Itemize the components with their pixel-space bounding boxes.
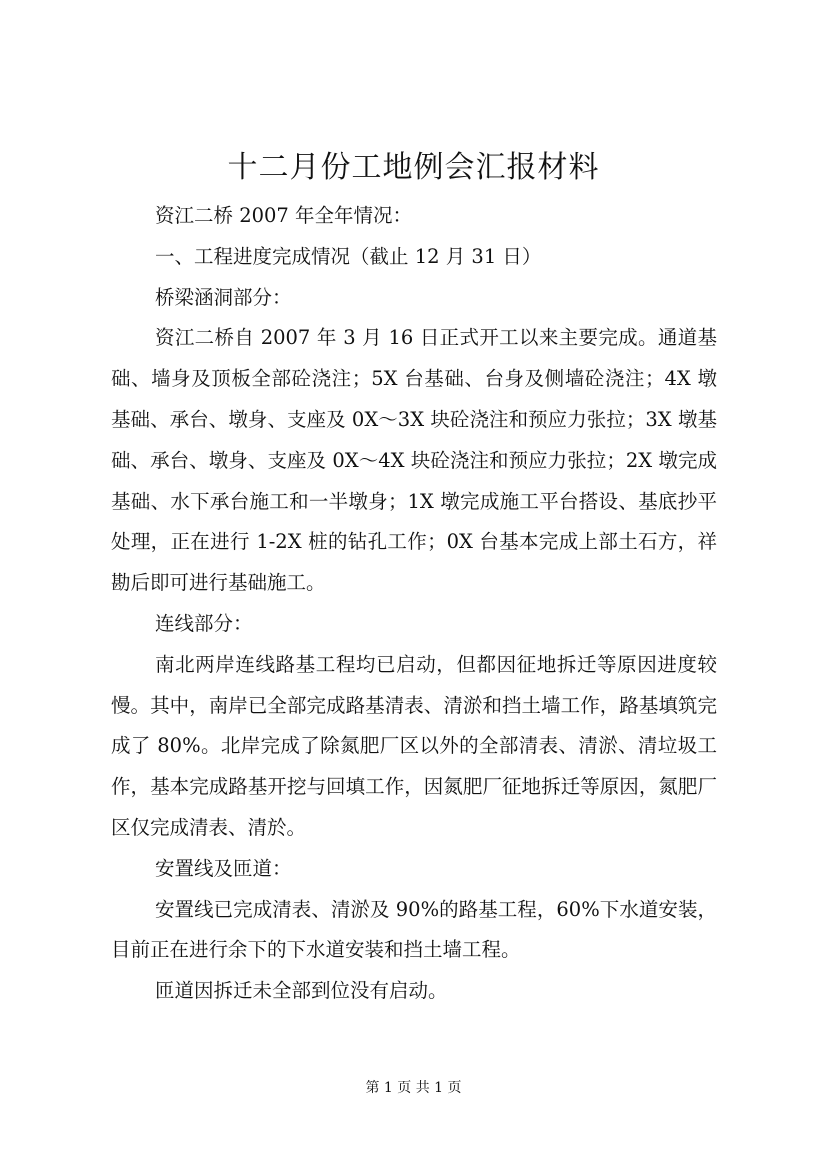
section-heading-progress: 一、工程进度完成情况（截止 12 月 31 日） [155, 244, 542, 268]
subheading-resettlement-ramp: 安置线及匝道： [155, 856, 292, 880]
document-title: 十二月份工地例会汇报材料 [227, 150, 600, 185]
paragraph-connecting-line: 南北两岸连线路基工程均已启动，但都因征地拆迁等原因进度较慢。其中，南岸已全部完成路基清表、清淤和挡土墙工作，路基填筑完成了 80%。北岸完成了除氮肥厂区以外的全部清表、清淤、清垃圾工作，基本完成路基开挖与回填工作，因氮肥厂征地拆迁等原因，氮肥厂区仅完成清表、清於。 [111, 652, 717, 839]
section-intro: 资江二桥 2007 年全年情况： [155, 204, 413, 227]
subheading-bridge-culvert: 桥梁涵洞部分： [155, 285, 292, 309]
paragraph-ramp: 匝道因拆迁未全部到位没有启动。 [155, 979, 448, 1003]
paragraph-bridge-progress: 资江二桥自 2007 年 3 月 16 日正式开工以来主要完成。通道基础、墙身及顶板全部砼浇注；5X 台基础、台身及侧墙砼浇注；4X 墩基础、承台、墩身、支座及 0X～3X 块砼浇注和预应力张拉；3X 墩基础、承台、墩身、支座及 0X～4X 块砼浇注和预应力张拉；2X 墩完成基础、水下承台施工和一半墩身；1X 墩完成施工平台搭设、基底抄平处理，正在进行 1-2X 桩的钻孔工作；0X 台基本完成上部土石方，祥勘后即可进行基础施工。 [111, 326, 717, 595]
page-number-footer: 第 1 页 共 1 页 [365, 1080, 462, 1096]
subheading-connecting-line: 连线部分： [155, 611, 253, 635]
paragraph-resettlement-line: 安置线已完成清表、清淤及 90%的路基工程，60%下水道安装，目前正在进行余下的下水道安装和挡土墙工程。 [111, 897, 717, 962]
document-body [111, 196, 717, 1012]
